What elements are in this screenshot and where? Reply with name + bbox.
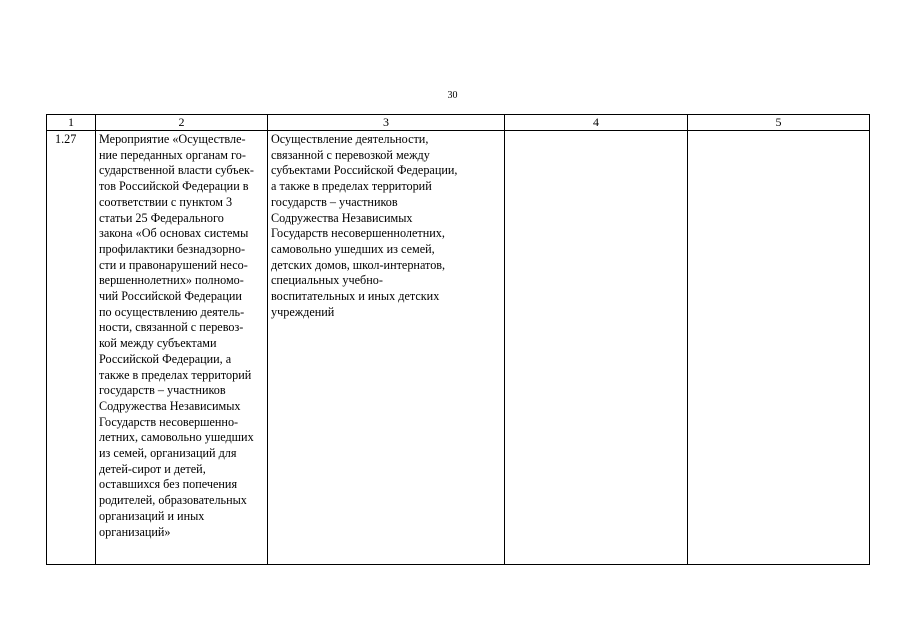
measure-name-line: родителей, образовательных	[99, 493, 247, 508]
activity-description-line: учреждений	[271, 304, 335, 319]
cell-measure-name	[96, 131, 268, 565]
measure-name-line: летних, самовольно ушедших	[99, 430, 254, 445]
header-col-5: 5	[688, 115, 870, 131]
activity-description-line: государств – участников	[271, 194, 398, 209]
measure-name-line: организаций и иных	[99, 508, 205, 523]
measure-name-line: тов Российской Федерации в	[99, 179, 249, 194]
table-row	[47, 131, 870, 565]
activity-description-line: Осуществление деятельности,	[271, 132, 429, 146]
measure-name-line: по осуществлению деятель-	[99, 304, 245, 319]
measure-name-line: Российской Федерации, а	[99, 351, 232, 366]
activity-description-line: а также в пределах территорий	[271, 179, 432, 194]
cell-activity-description	[268, 131, 505, 565]
cell-col-5	[688, 131, 870, 565]
header-col-1: 1	[47, 115, 96, 131]
cell-item-number	[47, 131, 96, 565]
activity-description-line: субъектами Российской Федерации,	[271, 163, 458, 178]
measure-name-line: ности, связанной с перевоз-	[99, 320, 244, 335]
measure-name-line: государств – участников	[99, 383, 226, 398]
measure-name-line: Мероприятие «Осуществле-	[99, 132, 246, 146]
header-col-4: 4	[505, 115, 688, 131]
measure-name-line: статьи 25 Федерального	[99, 210, 224, 225]
measure-name-line: сти и правонарушений несо-	[99, 257, 248, 272]
measure-name-line: организаций»	[99, 524, 171, 539]
activity-description-line: Содружества Независимых	[271, 210, 413, 225]
measure-name-text	[96, 131, 267, 540]
measure-name-line: оставшихся без попечения	[99, 477, 238, 492]
activity-description-text	[268, 131, 504, 320]
measure-name-line: соответствии с пунктом 3	[99, 194, 233, 209]
measure-name-line: Содружества Независимых	[99, 398, 241, 413]
page-number: 30	[447, 90, 458, 101]
activity-description-line: самовольно ушедших из семей,	[271, 241, 435, 256]
cell-col-4	[505, 131, 688, 565]
measure-name-line: профилактики безнадзорно-	[99, 241, 246, 256]
measure-name-line: также в пределах территорий	[99, 367, 252, 382]
measure-name-line: детей-сирот и детей,	[99, 461, 206, 476]
activity-description-line: специальных учебно-	[271, 273, 383, 288]
measure-name-line: из семей, организаций для	[99, 446, 237, 461]
document-table	[46, 114, 870, 565]
measure-name-line: кой между субъектами	[99, 336, 217, 351]
measure-name-line: закона «Об основах системы	[99, 226, 249, 241]
activity-description-line: Государств несовершеннолетних,	[271, 226, 445, 241]
item-number: 1.27	[55, 132, 77, 146]
measure-name-line: сударственной власти субъек-	[99, 163, 254, 178]
activity-description-line: воспитательных и иных детских	[271, 289, 440, 304]
activity-description-line: детских домов, школ-интернатов,	[271, 257, 446, 272]
measure-name-line: Государств несовершенно-	[99, 414, 239, 429]
measure-name-line: ние переданных органам го-	[99, 147, 246, 162]
header-col-2: 2	[96, 115, 268, 131]
measure-name-line: чий Российской Федерации	[99, 289, 242, 304]
measure-name-line: вершеннолетних» полномо-	[99, 273, 244, 288]
table-header-row	[47, 115, 870, 131]
header-col-3: 3	[268, 115, 505, 131]
activity-description-line: связанной с перевозкой между	[271, 147, 430, 162]
